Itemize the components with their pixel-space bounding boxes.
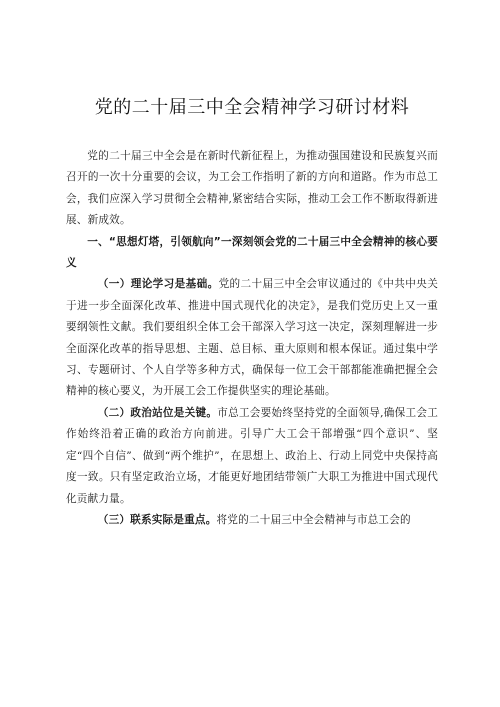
document-body [66,146,438,531]
subsection-1-paragraph [66,274,438,402]
subsection-3-label: （三）联系实际是重点。 [97,513,217,526]
subsection-3-text: 将党的二十届三中全会精神与市总工会的 [216,513,411,526]
document-title: 党的二十届三中全会精神学习研讨材料 [94,97,410,118]
subsection-1-label: （一）理论学习是基础。 [97,278,219,291]
subsection-1-text: 党的二十届三中全会审议通过的《中共中央关于进一步全面深化改革、推进中国式现代化的决定》，是我们党历史上又一重要纲领性文献。我们要组织全体工会干部深入学习这一决定，深刻理解进一步全面深化改革的指导思想、主题、总目标、重大原则和根本保证。通过集中学习、专题研讨、个人自学等多种方式，确保每一位工会干部都能准确把握全会精神的核心要义，为开展工会工作提供坚实的理论基础。 [66,278,439,398]
section-1-heading: 一、“思想灯塔，引领航向”一深刻领会党的二十届三中全会精神的核心要义 [66,235,438,270]
subsection-3-paragraph [66,510,438,531]
subsection-2-label: （二）政治站位是关键。 [97,406,218,419]
subsection-2-text: 市总工会要始终坚持党的全面领导,确保工会工作始终沿着正确的政治方向前进。引导广大工会干部增强“四个意识”、坚定“四个自信”、做到“两个维护”，在思想上、政治上、行动上同党中央保持高度一致。只有坚定政治立场，才能更好地团结带领广大职工为推进中国式现代化贡献力量。 [66,406,438,505]
subsection-2-paragraph [66,403,438,510]
intro-paragraph: 党的二十届三中全会是在新时代新征程上，为推动强国建设和民族复兴而召开的一次十分重要的会议，为工会工作指明了新的方向和道路。作为市总工会，我们应深入学习贯彻全会精神,紧密结合实际，推动工会工作不断取得新进展、新成效。 [66,150,438,227]
